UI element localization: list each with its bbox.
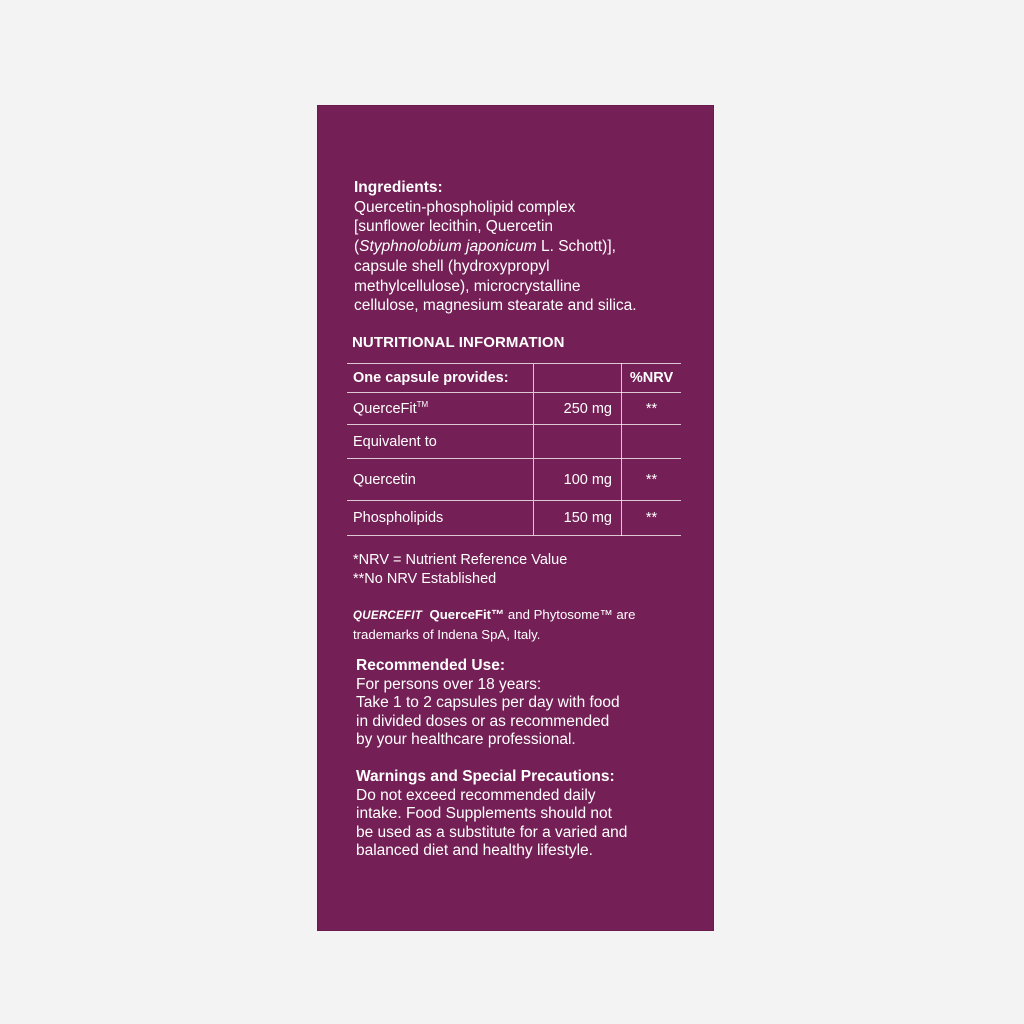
ingredients-line-rest: L. Schott)], bbox=[536, 238, 616, 256]
recommended-line: by your healthcare professional. bbox=[356, 731, 576, 749]
header-cell bbox=[534, 364, 622, 393]
table-row bbox=[347, 425, 681, 459]
nutrient-nrv: ** bbox=[622, 393, 682, 425]
warnings-heading: Warnings and Special Precautions: bbox=[356, 768, 615, 785]
recommended-line: in divided doses or as recommended bbox=[356, 712, 610, 730]
nutrient-amount: 250 mg bbox=[534, 393, 622, 425]
footnotes bbox=[353, 551, 567, 589]
table-row bbox=[347, 393, 681, 425]
ingredients-line: [sunflower lecithin, Quercetin bbox=[354, 218, 554, 236]
quercefit-logo: QUERCEFIT bbox=[353, 610, 423, 622]
nutrient-amount bbox=[534, 425, 622, 459]
nutrient-name: Quercetin bbox=[347, 459, 534, 501]
footnote-no-nrv: **No NRV Established bbox=[353, 571, 497, 587]
ingredients-line: methylcellulose), microcrystalline bbox=[354, 277, 581, 295]
nutrient-amount: 100 mg bbox=[534, 459, 622, 501]
ingredients-line bbox=[354, 237, 694, 257]
warnings-line: be used as a substitute for a varied and bbox=[356, 823, 628, 841]
trademark-text: and Phytosome™ are bbox=[504, 607, 636, 622]
table-row bbox=[347, 459, 681, 501]
ingredients-paren: ( bbox=[354, 238, 360, 256]
warnings-line: Do not exceed recommended daily bbox=[356, 786, 596, 804]
warnings-line: intake. Food Supplements should not bbox=[356, 805, 612, 823]
nutrient-name: Phospholipids bbox=[347, 501, 534, 536]
warnings-line: balanced diet and healthy lifestyle. bbox=[356, 842, 593, 860]
recommended-line: For persons over 18 years: bbox=[356, 675, 542, 693]
ingredients-line: capsule shell (hydroxypropyl bbox=[354, 257, 550, 275]
ingredients-line: cellulose, magnesium stearate and silica. bbox=[354, 297, 637, 315]
nutrient-nrv: ** bbox=[622, 459, 682, 501]
ingredients-latin-name: Styphnolobium japonicum bbox=[359, 238, 537, 256]
nutrition-table bbox=[347, 363, 681, 536]
trademark-symbol: TM bbox=[416, 400, 429, 410]
nutrient-nrv bbox=[622, 425, 682, 459]
trademark-brand: QuerceFit™ bbox=[429, 607, 505, 622]
recommended-line: Take 1 to 2 capsules per day with food bbox=[356, 694, 620, 712]
nutrition-title: NUTRITIONAL INFORMATION bbox=[352, 334, 565, 351]
label-panel bbox=[317, 105, 714, 931]
recommended-use-section bbox=[356, 657, 676, 750]
header-cell: %NRV bbox=[622, 364, 682, 393]
nutrient-name: Equivalent to bbox=[347, 425, 534, 459]
ingredients-heading: Ingredients: bbox=[354, 179, 443, 196]
trademark-notice bbox=[353, 606, 693, 643]
nutrient-amount: 150 mg bbox=[534, 501, 622, 536]
table-row bbox=[347, 501, 681, 536]
trademark-line: trademarks of Indena SpA, Italy. bbox=[353, 626, 541, 642]
ingredients-section bbox=[354, 178, 694, 316]
header-cell: One capsule provides: bbox=[347, 364, 534, 393]
trademark-line bbox=[353, 606, 693, 626]
table-header-row bbox=[347, 364, 681, 393]
warnings-section bbox=[356, 768, 686, 861]
footnote-nrv: *NRV = Nutrient Reference Value bbox=[353, 552, 568, 568]
ingredients-line: Quercetin-phospholipid complex bbox=[354, 198, 576, 216]
nutrient-nrv: ** bbox=[622, 501, 682, 536]
nutrient-name bbox=[347, 393, 534, 425]
recommended-heading: Recommended Use: bbox=[356, 657, 506, 674]
nutrient-name-text: QuerceFit bbox=[353, 400, 417, 417]
